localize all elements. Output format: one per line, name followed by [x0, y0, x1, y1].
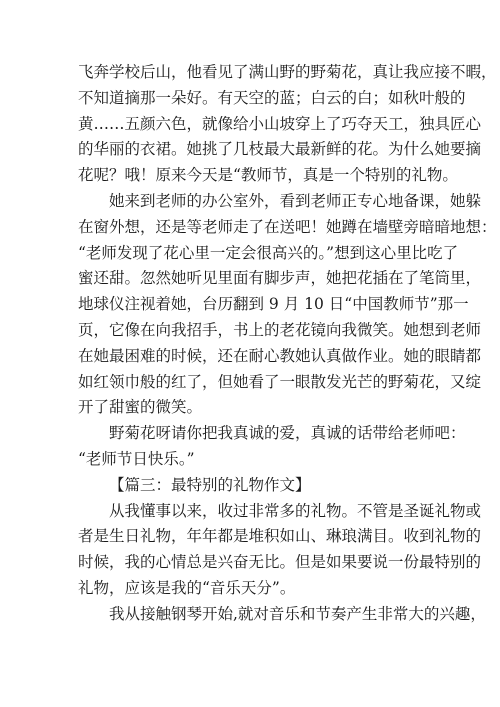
text-line: 蜜还甜。忽然她听见里面有脚步声，她把花插在了笔筒里， — [78, 269, 482, 288]
text-line: 地球仪注视着她，台历翻到 9 月 10 日“中国教师节”那一 — [78, 295, 469, 314]
paragraph — [78, 421, 466, 473]
text-line: 飞奔学校后山，他看见了满山野的野菊花，真让我应接不暇， — [78, 63, 497, 81]
text-line: “老师节日快乐。” — [78, 449, 195, 468]
text-line: 如红领巾般的红了，但她看了一眼散发光芒的野菊花，又绽 — [78, 372, 482, 391]
text-line: 【篇三：最特别的礼物作文】 — [109, 475, 311, 494]
text-line: 在窗外想，还是等老师走了在送吧！她蹲在墙壁旁暗暗地想： — [78, 217, 497, 236]
text-line: 者是生日礼物，年年都是堆积如山、琳琅满目。收到礼物的 — [78, 527, 482, 546]
paragraph — [78, 499, 482, 602]
paragraph — [78, 189, 497, 421]
paragraph — [78, 60, 497, 189]
text-line: 从我懂事以来，收过非常多的礼物。不管是圣诞礼物或 — [109, 501, 482, 520]
section-heading — [78, 473, 430, 499]
document-page — [78, 60, 497, 628]
text-line: 礼物，应该是我的“音乐天分”。 — [78, 578, 296, 597]
text-line: 我从接触钢琴开始,就对音乐和节奏产生非常大的兴趣， — [109, 604, 486, 623]
text-line: 她来到老师的办公室外，看到老师正专心地备课，她躲 — [109, 191, 482, 210]
text-line: 在她最困难的时候，还在耐心教她认真做作业。她的眼睛都 — [78, 346, 482, 365]
text-line: “老师发现了花心里一定会很高兴的。”想到这心里比吃了 — [78, 243, 459, 262]
text-line: 时候，我的心情总是兴奋无比。但是如果要说一份最特别的 — [78, 553, 482, 572]
text-line: 开了甜蜜的微笑。 — [78, 398, 203, 417]
text-line: 野菊花呀请你把我真诚的爱，真诚的话带给老师吧： — [109, 424, 466, 443]
text-line: 不知道摘那一朵好。有天空的蓝；白云的白；如秋叶般的 — [78, 88, 466, 107]
text-line: 页，它像在向我招手，书上的老花镜向我微笑。她想到老师 — [78, 320, 482, 339]
paragraph — [78, 602, 486, 628]
text-line: 黄……五颜六色，就像给小山坡穿上了巧夺天工，独具匠心 — [78, 114, 482, 133]
text-line: 的华丽的衣裙。她挑了几枝最大最新鲜的花。为什么她要摘 — [78, 140, 482, 159]
text-line: 花呢？哦！原来今天是“教师节，真是一个特别的礼物。 — [78, 166, 458, 185]
